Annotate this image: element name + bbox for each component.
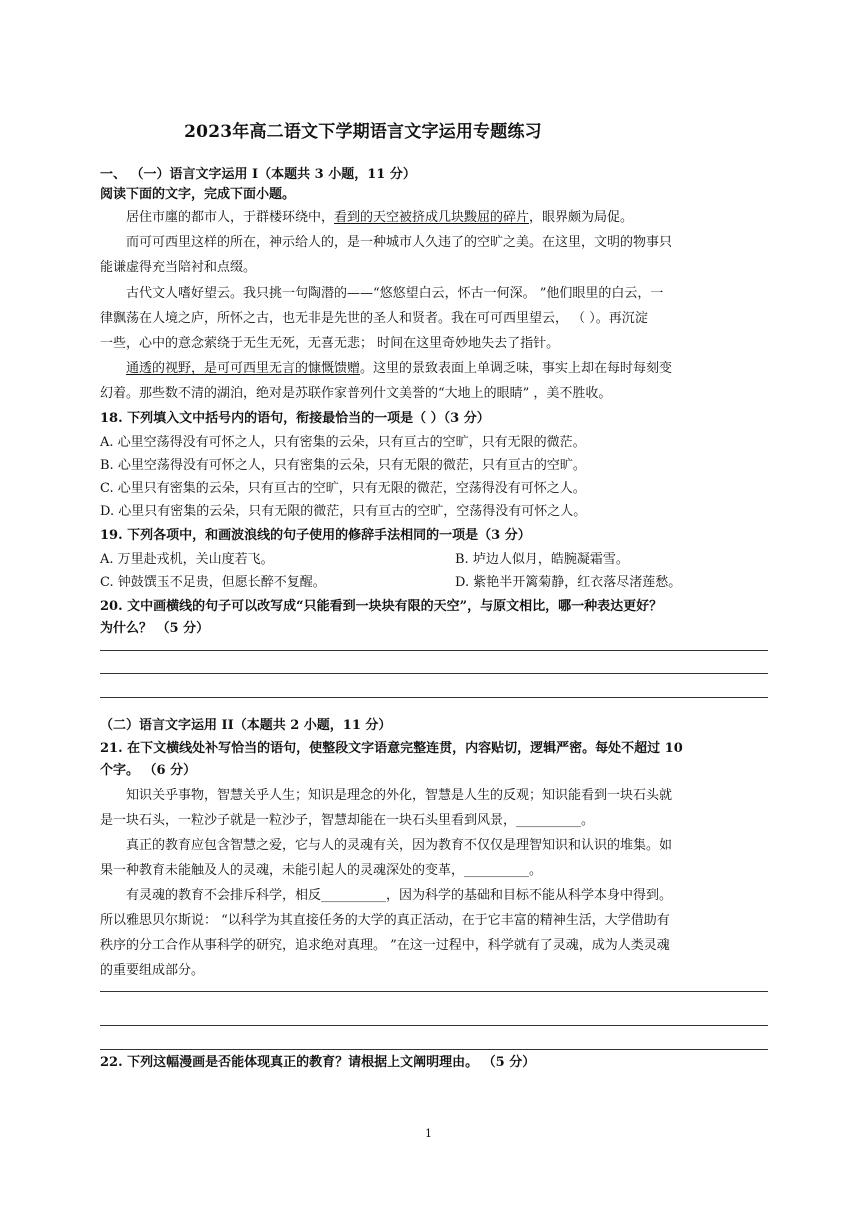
passage1-paragraph3-line3: 一些，心中的意念萦绕于无生无死，无喜无悲； 时间在这里奇妙地失去了指针。 — [100, 336, 560, 351]
passage2-paragraph2-line1: 真正的教育应包含智慧之爱，它与人的灵魂有关，因为教育不仅仅是理智知识和认识的堆集。如 — [126, 838, 673, 853]
question-18: 18. 下列填入文中括号内的语句，衔接最恰当的一项是（ ）（3 分） — [100, 411, 490, 426]
passage2-paragraph3-line4: 的重要组成部分。 — [100, 963, 205, 978]
passage1-paragraph4-line1 — [100, 359, 672, 379]
q18-option-b: B. 心里空荡得没有可怀之人，只有密集的云朵，只有无限的微茫，只有亘古的空旷。 — [100, 458, 586, 473]
text-span: 。这里的景致表面上单调乏味，事实上却在每时每刻变 — [360, 361, 673, 376]
passage2-paragraph3-line1: 有灵魂的教育不会排斥科学，相反__________，因为科学的基础和目标不能从科学本身中得到。 — [126, 888, 673, 903]
q19-option-a: A. 万里赴戎机，关山度若飞。 — [100, 552, 274, 567]
q18-option-c: C. 心里只有密集的云朵，只有亘古的空旷，只有无限的微茫，空荡得没有可怀之人。 — [100, 481, 586, 496]
q18-option-a: A. 心里空荡得没有可怀之人，只有密集的云朵，只有亘古的空旷，只有无限的微茫。 — [100, 435, 586, 450]
passage2-paragraph3-line2: 所以雅思贝尔斯说： “以科学为其直接任务的大学的真正活动，在于它丰富的精神生活，大学借助有 — [100, 913, 670, 928]
page-title: 2023年高二语文下学期语言文字运用专题练习 — [184, 122, 542, 142]
passage2-paragraph3-line3: 秩序的分工合作从事科学的研究，追求绝对真理。 ”在这一过程中，科学就有了灵魂，成为人类灵魂 — [100, 938, 670, 953]
question-20-line1: 20. 文中画横线的句子可以改写成“只能看到一块块有限的天空”，与原文相比，哪一种表达更好？ — [100, 599, 663, 614]
answer-line — [100, 697, 768, 698]
passage1-paragraph2-line2: 能谦虚得充当陪衬和点缀。 — [100, 260, 257, 275]
q19-option-c: C. 钟鼓馔玉不足贵，但愿长醉不复醒。 — [100, 575, 326, 590]
reading-instruction: 阅读下面的文字，完成下面小题。 — [100, 187, 296, 202]
section2-heading: （二）语言文字运用 II（本题共 2 小题，11 分） — [100, 718, 392, 733]
answer-line — [100, 673, 768, 674]
passage1-paragraph3-line2: 律飘荡在人境之庐，所怀之古，也无非是先世的圣人和贤者。我在可可西里望云， （ ）。再沉淀 — [100, 311, 648, 326]
passage2-paragraph1-line2: 是一块石头，一粒沙子就是一粒沙子，智慧却能在一块石头里看到风景，__________。 — [100, 813, 595, 828]
passage1-paragraph3-line1: 古代文人嗜好望云。我只挑一句陶潜的——“悠悠望白云，怀古一何深。 ”他们眼里的白云，一 — [126, 286, 664, 301]
passage2-paragraph1-line1: 知识关乎事物，智慧关乎人生；知识是理念的外化，智慧是人生的反观；知识能看到一块石头就 — [126, 788, 673, 803]
text-span: ，眼界颇为局促。 — [529, 210, 634, 225]
section1-heading: 一、 （一）语言文字运用 I（本题共 3 小题，11 分） — [100, 167, 416, 182]
answer-line — [100, 650, 768, 651]
answer-line — [100, 991, 768, 992]
question-21-line1: 21. 在下文横线处补写恰当的语句，使整段文字语意完整连贯，内容贴切，逻辑严密。每处不超过 10 — [100, 741, 683, 756]
q19-option-b: B. 垆边人似月，皓腕凝霜雪。 — [455, 552, 629, 567]
passage1-paragraph2-line1: 而可可西里这样的所在，神示给人的，是一种城市人久违了的空旷之美。在这里，文明的物事只 — [126, 235, 673, 250]
underlined-sentence: 通透的视野，是可可西里无言的慷慨馈赠 — [126, 361, 361, 376]
q19-option-d: D. 紫艳半开篱菊静，红衣落尽渚莲愁。 — [455, 575, 682, 590]
question-22: 22. 下列这幅漫画是否能体现真正的教育？请根据上文阐明理由。 （5 分） — [100, 1055, 536, 1070]
answer-line — [100, 1025, 768, 1026]
passage2-paragraph2-line2: 果一种教育未能触及人的灵魂，未能引起人的灵魂深处的变革，__________。 — [100, 863, 543, 878]
underlined-sentence: 看到的天空被挤成几块黢屈的碎片 — [334, 210, 530, 225]
q18-option-d: D. 心里只有密集的云朵，只有无限的微茫，只有亘古的空旷，空荡得没有可怀之人。 — [100, 504, 587, 519]
text-span: 居住市廛的都市人，于群楼环绕中， — [126, 210, 335, 225]
question-21-line2: 个字。 （6 分） — [100, 763, 197, 778]
page-number: 1 — [425, 1127, 432, 1140]
answer-line — [100, 1049, 768, 1050]
question-20-line2: 为什么？ （5 分） — [100, 621, 210, 636]
passage1-paragraph4-line2: 幻着。那些数不清的湖泊，绝对是苏联作家普列什文美誉的“大地上的眼睛” ，美不胜收。 — [100, 386, 612, 401]
passage1-paragraph1 — [100, 208, 633, 228]
question-19: 19. 下列各项中，和画波浪线的句子使用的修辞手法相同的一项是（3 分） — [100, 528, 531, 543]
